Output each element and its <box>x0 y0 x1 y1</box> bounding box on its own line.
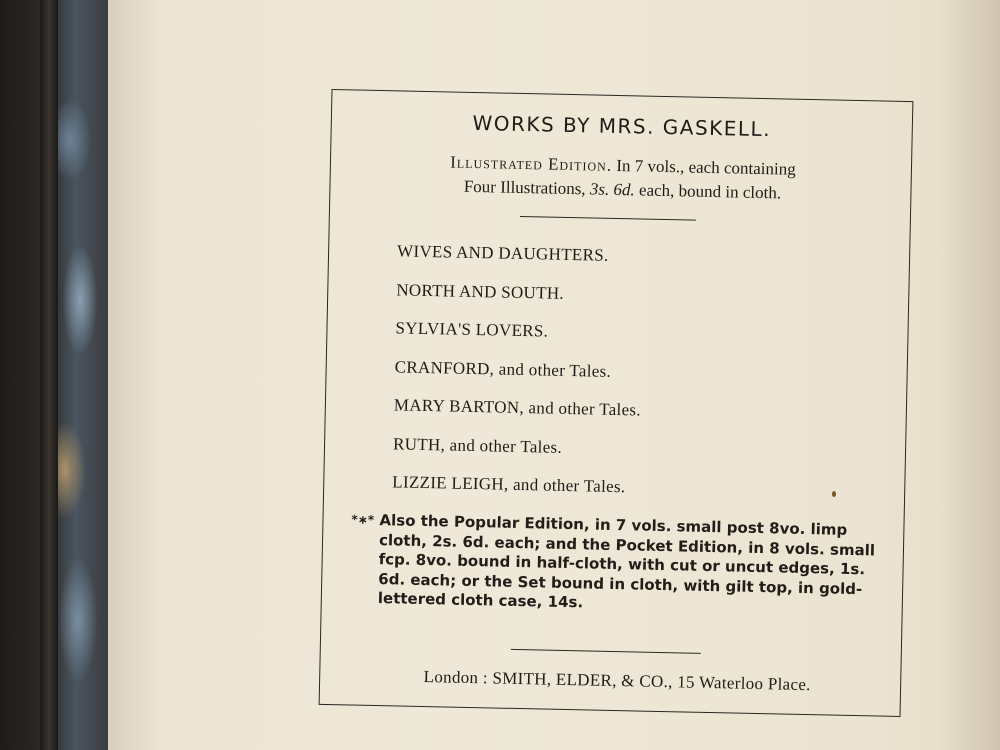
popular-edition-note <box>350 510 880 619</box>
edition-text-line2b: each, bound in cloth. <box>634 180 782 203</box>
title-tail: and other Tales. <box>523 398 642 420</box>
title-item <box>395 318 643 362</box>
title-item <box>392 472 640 516</box>
title-name: NORTH AND SOUTH. <box>396 279 565 303</box>
title-name: MARY BARTON, <box>393 395 525 418</box>
divider-rule-bottom <box>511 649 701 654</box>
advertisement-box <box>319 89 914 717</box>
title-item <box>396 280 644 324</box>
title-item <box>393 395 641 439</box>
page-curl-shadow <box>940 0 1000 750</box>
edition-label: Illustrated Edition. <box>450 152 613 175</box>
publisher-imprint <box>348 665 886 696</box>
notice-heading: WORKS BY MRS. GASKELL. <box>472 110 772 142</box>
book-spine-shadow <box>40 0 58 750</box>
asterism-mark: *∗* <box>351 512 375 527</box>
ink-spot <box>832 491 836 497</box>
title-name: SYLVIA'S LOVERS. <box>395 318 549 341</box>
title-item <box>397 241 645 285</box>
publisher-city: London : <box>423 667 493 688</box>
title-name: CRANFORD, <box>394 356 495 378</box>
publisher-address: 15 Waterloo Place. <box>672 672 811 695</box>
title-tail: and other Tales. <box>494 358 612 381</box>
publisher-name: SMITH, ELDER, & CO., <box>492 668 673 692</box>
title-tail: and other Tales. <box>444 434 563 457</box>
titles-list <box>392 241 645 516</box>
divider-rule-top <box>520 216 696 221</box>
title-item <box>394 357 642 401</box>
title-tail: and other Tales. <box>508 474 626 497</box>
note-text: Also the Popular Edition, in 7 vols. small post 8vo. limp cloth, 2s. 6d. each; and the Pocket Edition, in 8 vols. small fcp. 8vo. bound in half-cloth, with cut or uncut edges, 1s. 6d. each; or the Set bound in cloth, with gilt top, in gold-lettered cloth case, 14s. <box>377 511 876 612</box>
title-name: LIZZIE LEIGH, <box>392 472 509 494</box>
title-name: WIVES AND DAUGHTERS. <box>396 241 609 265</box>
title-name: RUTH, <box>392 433 446 454</box>
edition-text-line1: In 7 vols., each containing <box>616 155 796 179</box>
edition-text-line2a: Four Illustrations, <box>463 176 591 199</box>
title-item <box>392 434 640 478</box>
edition-price: 3s. 6d. <box>589 179 635 200</box>
edition-description <box>354 148 891 207</box>
